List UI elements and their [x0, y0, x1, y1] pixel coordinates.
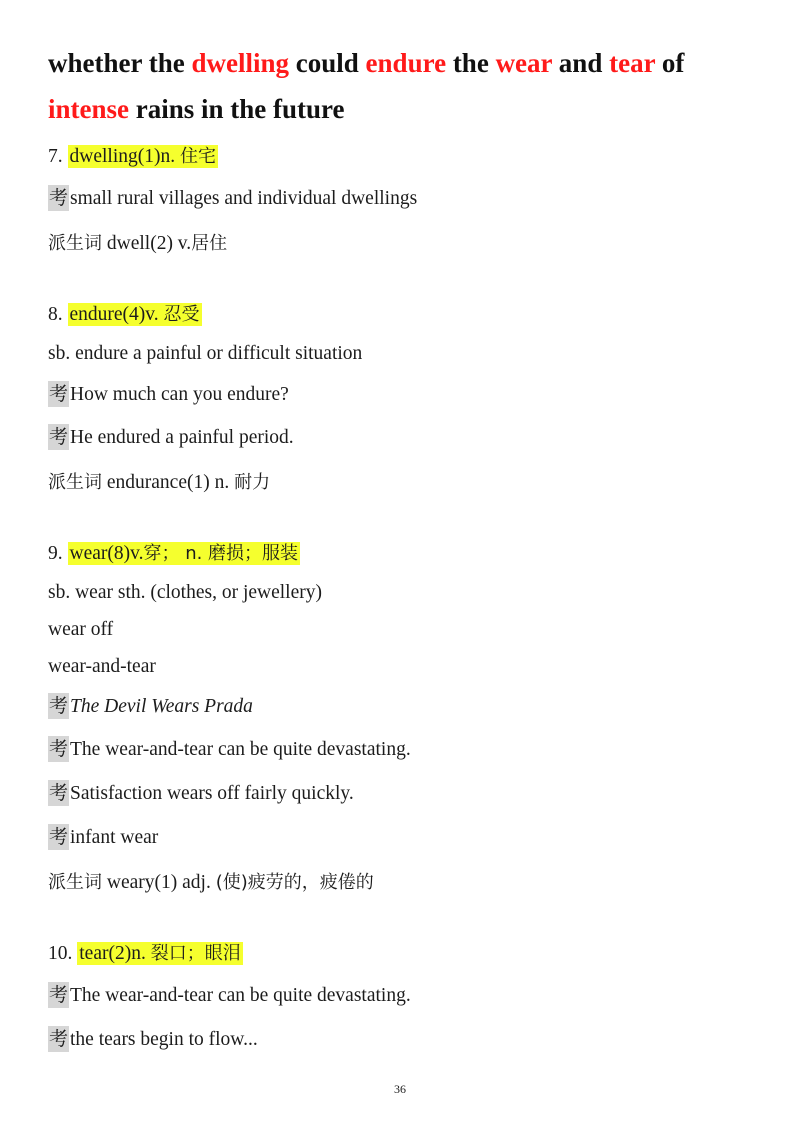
entry-8-usage [48, 343, 362, 365]
entry-9-usage-2 [48, 619, 113, 641]
exam-marker: 考 [49, 383, 69, 405]
usage-text: sb. endure a painful or difficult situation [48, 343, 363, 364]
entry-10-example-1 [48, 982, 411, 1008]
example-text: the tears begin to flow... [70, 1029, 258, 1050]
derived-word: dwell(2) v. [102, 233, 192, 254]
heading-text: the [446, 48, 496, 78]
entry-number: 7. [48, 146, 68, 167]
exam-marker: 考 [49, 782, 69, 804]
usage-text: sb. wear sth. (clothes, or jewellery) [48, 582, 322, 603]
headword-highlight [77, 942, 242, 965]
entry-9-example-2 [48, 736, 411, 762]
example-text: The wear-and-tear can be quite devastating. [70, 739, 411, 760]
entry-9-derived [48, 868, 374, 894]
entry-9-usage-3 [48, 656, 156, 678]
entry-7-heading [48, 142, 218, 168]
example-text: He endured a painful period. [70, 427, 294, 448]
entry-8-derived [48, 468, 270, 494]
entry-number: 8. [48, 304, 68, 325]
example-text: The Devil Wears Prada [70, 696, 253, 717]
headword-highlight [68, 542, 301, 565]
headword-meaning: 住宅 [179, 146, 216, 167]
exam-marker: 考 [49, 826, 69, 848]
entry-number: 10. [48, 943, 78, 964]
heading-text: of [655, 48, 685, 78]
example-text: infant wear [70, 827, 159, 848]
exam-marker: 考 [49, 187, 69, 209]
exam-marker: 考 [49, 738, 69, 760]
entry-7-derived [48, 229, 227, 255]
entry-10-heading [48, 939, 243, 965]
derived-meaning: 耐力 [234, 472, 271, 493]
headword: tear(2)n. [79, 943, 151, 964]
derived-meaning: 居住 [191, 233, 228, 254]
example-text: Satisfaction wears off fairly quickly. [70, 783, 354, 804]
heading-keyword: endure [365, 48, 447, 78]
heading-text: rains in the future [129, 94, 345, 124]
entry-8-example-2 [48, 424, 294, 450]
headword: wear(8)v. [69, 543, 144, 564]
derived-word: endurance(1) n. [102, 472, 235, 493]
exam-marker: 考 [49, 695, 69, 717]
headword-highlight [68, 303, 202, 326]
heading-line-2 [48, 94, 345, 125]
entry-8-heading [48, 300, 202, 326]
heading-keyword: tear [609, 48, 656, 78]
derived-meaning: (使)疲劳的，疲倦的 [215, 872, 374, 893]
headword-meaning: 裂口；眼泪 [150, 943, 241, 964]
heading-text: and [552, 48, 610, 78]
exam-marker: 考 [49, 984, 69, 1006]
example-text: small rural villages and individual dwellings [70, 188, 418, 209]
heading-text: could [289, 48, 366, 78]
entry-9-example-4 [48, 824, 158, 850]
headword: dwelling(1)n. [69, 146, 180, 167]
derived-word: weary(1) adj. [102, 872, 216, 893]
headword-highlight [68, 145, 218, 168]
derived-label: 派生词 [48, 872, 102, 893]
derived-label: 派生词 [48, 472, 102, 493]
entry-9-example-3 [48, 780, 354, 806]
entry-9-usage-1 [48, 582, 322, 604]
headword-meaning: 穿； n. 磨损；服装 [143, 543, 299, 564]
heading-text: whether the [48, 48, 192, 78]
entry-9-heading [48, 539, 300, 565]
page-number: 36 [394, 1082, 406, 1096]
heading-keyword: intense [48, 94, 129, 124]
headword: endure(4)v. [69, 304, 164, 325]
usage-text: wear off [48, 619, 114, 640]
heading-keyword: wear [495, 48, 553, 78]
derived-label: 派生词 [48, 233, 102, 254]
heading-keyword: dwelling [191, 48, 290, 78]
headword-meaning: 忍受 [163, 304, 200, 325]
entry-number: 9. [48, 543, 68, 564]
entry-10-example-2 [48, 1026, 258, 1052]
example-text: How much can you endure? [70, 384, 289, 405]
usage-text: wear-and-tear [48, 656, 156, 677]
entry-8-example-1 [48, 381, 289, 407]
exam-marker: 考 [49, 1028, 69, 1050]
entry-7-example-1 [48, 185, 417, 211]
heading-line-1 [48, 48, 684, 79]
example-text: The wear-and-tear can be quite devastating. [70, 985, 411, 1006]
exam-marker: 考 [49, 426, 69, 448]
entry-9-example-1 [48, 693, 253, 719]
